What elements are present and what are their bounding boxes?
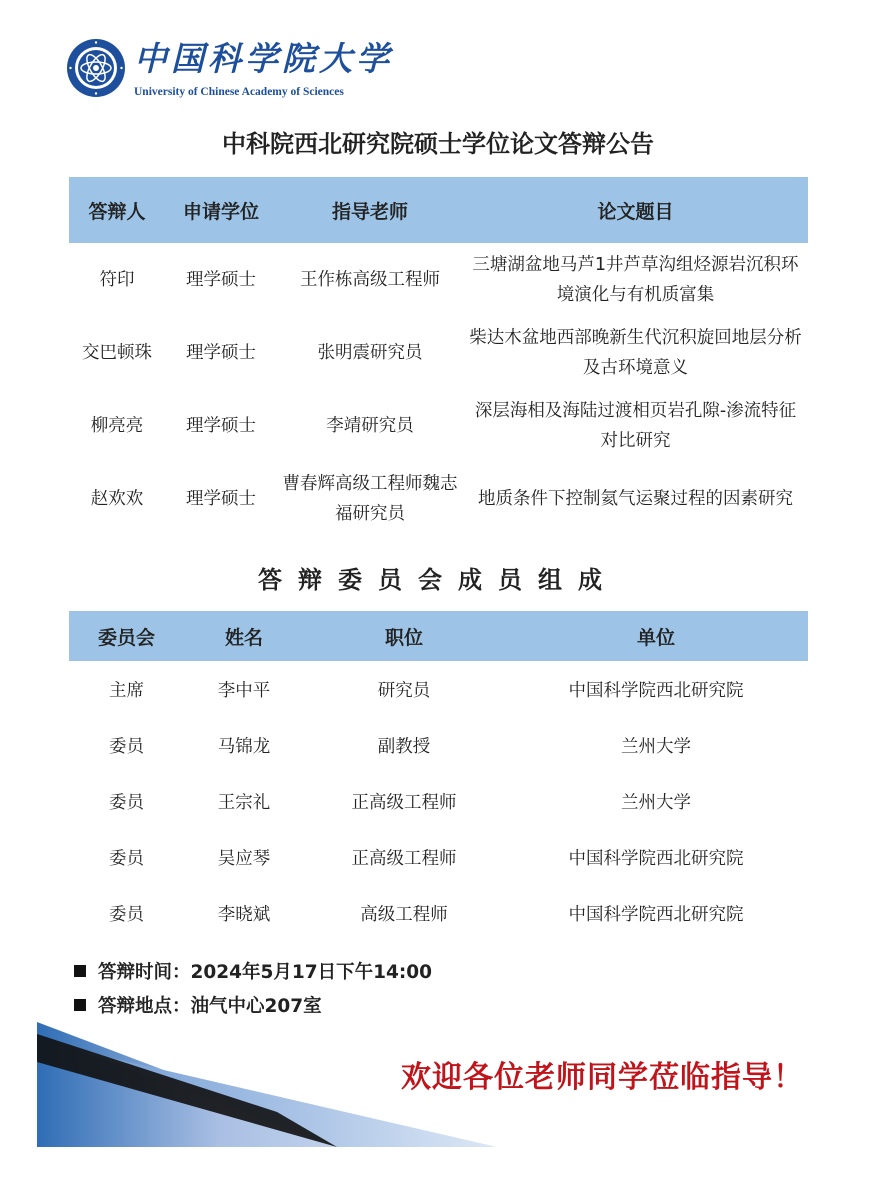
committee-role: 委员 bbox=[109, 736, 144, 757]
member-name: 马锦龙 bbox=[217, 736, 271, 757]
defender-name: 符印 bbox=[99, 269, 135, 290]
degree: 理学硕士 bbox=[186, 488, 256, 509]
ucas-seal-icon bbox=[66, 38, 126, 98]
defense-table bbox=[69, 177, 808, 535]
column-header-position: 职位 bbox=[304, 611, 504, 661]
column-header-committee-role: 委员会 bbox=[69, 611, 184, 661]
column-header-name: 姓名 bbox=[184, 611, 304, 661]
degree: 理学硕士 bbox=[186, 415, 256, 436]
table-row bbox=[69, 389, 808, 462]
welcome-message: 欢迎各位老师同学莅临指导！ bbox=[401, 1060, 804, 1095]
member-position: 正高级工程师 bbox=[351, 848, 457, 869]
table-row bbox=[69, 462, 808, 535]
advisor: 王作栋高级工程师 bbox=[300, 269, 440, 290]
defender-name: 交巴顿珠 bbox=[82, 342, 152, 363]
thesis-topic: 深层海相及海陆过渡相页岩孔隙-渗流特征对比研究 bbox=[474, 400, 797, 451]
announcement-title: 中科院西北研究院硕士学位论文答辩公告 bbox=[222, 130, 654, 158]
ucas-logo bbox=[66, 38, 393, 98]
thesis-topic: 地质条件下控制氦气运聚过程的因素研究 bbox=[478, 488, 793, 509]
table-row bbox=[69, 829, 808, 885]
defense-time bbox=[74, 958, 432, 984]
member-name: 王宗礼 bbox=[217, 792, 271, 813]
member-name: 李晓斌 bbox=[217, 904, 271, 925]
committee-role: 委员 bbox=[109, 848, 144, 869]
member-position: 正高级工程师 bbox=[351, 792, 457, 813]
advisor: 曹春辉高级工程师魏志福研究员 bbox=[282, 473, 458, 524]
committee-table-header bbox=[69, 611, 808, 661]
logo-chinese-name: 中国科学院大学 bbox=[134, 39, 393, 78]
table-row bbox=[69, 316, 808, 389]
column-header-degree: 申请学位 bbox=[165, 177, 277, 243]
committee-table bbox=[69, 611, 808, 941]
defense-location-text: 答辩地点：油气中心207室 bbox=[98, 996, 322, 1017]
member-name: 李中平 bbox=[217, 680, 271, 701]
degree: 理学硕士 bbox=[186, 269, 256, 290]
logo-english-name: University of Chinese Academy of Sciences bbox=[134, 86, 344, 98]
member-position: 高级工程师 bbox=[360, 904, 448, 925]
member-unit: 兰州大学 bbox=[621, 736, 691, 757]
column-header-advisor: 指导老师 bbox=[277, 177, 463, 243]
defense-location bbox=[74, 992, 322, 1018]
member-name: 吴应琴 bbox=[217, 848, 271, 869]
square-bullet-icon bbox=[74, 999, 86, 1011]
committee-role: 委员 bbox=[109, 904, 144, 925]
committee-title: 答辩委员会成员组成 bbox=[258, 566, 618, 594]
defender-name: 柳亮亮 bbox=[90, 415, 144, 436]
table-row bbox=[69, 717, 808, 773]
square-bullet-icon bbox=[74, 965, 86, 977]
committee-role: 主席 bbox=[109, 680, 144, 701]
column-header-defender: 答辩人 bbox=[69, 177, 165, 243]
defense-time-text: 答辩时间：2024年5月17日下午14:00 bbox=[98, 962, 432, 983]
column-header-unit: 单位 bbox=[504, 611, 808, 661]
thesis-topic: 三塘湖盆地马芦1井芦草沟组烃源岩沉积环境演化与有机质富集 bbox=[472, 254, 799, 305]
column-header-thesis-topic: 论文题目 bbox=[463, 177, 808, 243]
committee-role: 委员 bbox=[109, 792, 144, 813]
member-position: 研究员 bbox=[377, 680, 431, 701]
member-unit: 中国科学院西北研究院 bbox=[568, 680, 744, 701]
table-row bbox=[69, 243, 808, 316]
table-row bbox=[69, 661, 808, 717]
member-unit: 兰州大学 bbox=[621, 792, 691, 813]
member-position: 副教授 bbox=[377, 736, 431, 757]
thesis-topic: 柴达木盆地西部晚新生代沉积旋回地层分析及古环境意义 bbox=[469, 327, 802, 378]
defense-table-header bbox=[69, 177, 808, 243]
member-unit: 中国科学院西北研究院 bbox=[568, 848, 744, 869]
defender-name: 赵欢欢 bbox=[90, 488, 144, 509]
table-row bbox=[69, 773, 808, 829]
advisor: 李靖研究员 bbox=[326, 415, 414, 436]
advisor: 张明震研究员 bbox=[317, 342, 423, 363]
member-unit: 中国科学院西北研究院 bbox=[568, 904, 744, 925]
degree: 理学硕士 bbox=[186, 342, 256, 363]
table-row bbox=[69, 885, 808, 941]
